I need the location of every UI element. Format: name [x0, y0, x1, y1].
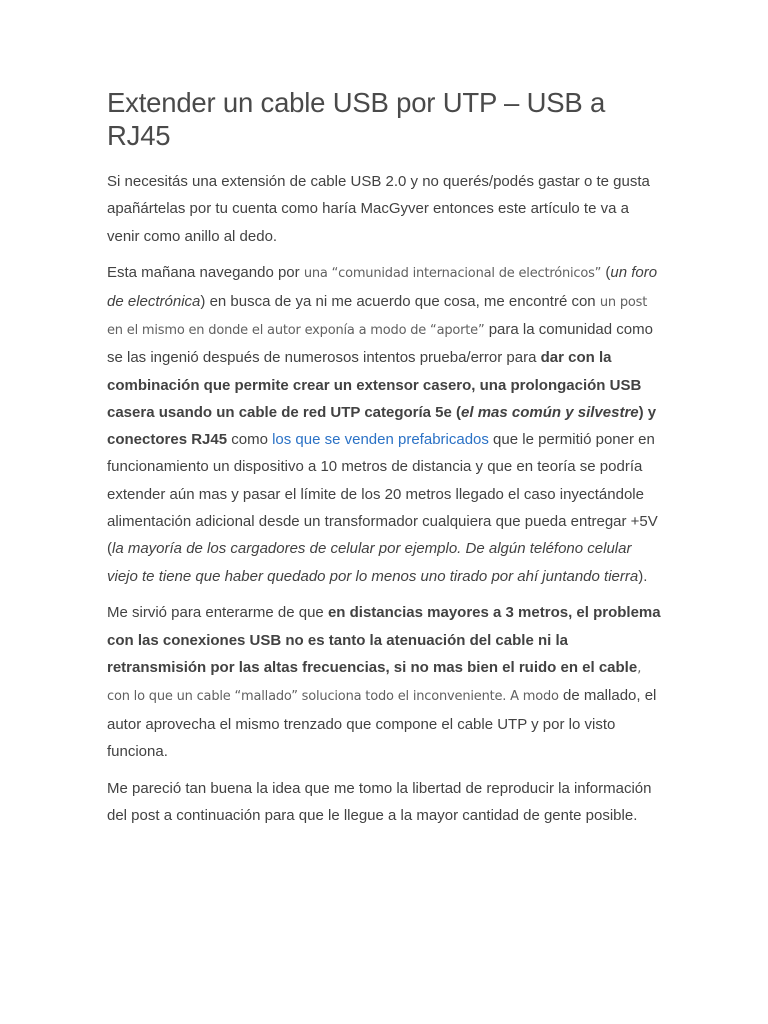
italic-text: la mayoría de los cargadores de celular por ejemplo. De algún teléfono celular viejo te tiene que haber quedado por lo menos uno tirado por ahí juntando tierra	[107, 540, 639, 585]
text-span: como	[227, 431, 273, 449]
light-text-span: , con lo que un cable “mallado” soluciona todo el inconveniente. A modo	[107, 661, 642, 705]
bold-italic-text: el mas común y silvestre	[461, 403, 639, 421]
article	[107, 86, 665, 839]
text-span: ).	[638, 567, 648, 585]
bold-text-span: ) y conectores RJ45	[107, 403, 657, 449]
text-span: que le permitió poner en funcionamiento un dispositivo a 10 metros de distancia y que en teoría se podría extender aún mas y pasar el límite de los 20 metros llegado el caso inyectándole alimentación adicional desde un transformador cualquiera que pueda entregar +5V (	[107, 431, 658, 558]
text-span: para la comunidad como se las ingenió después de numerosos intentos prueba/error para	[107, 320, 653, 367]
text-span: (	[601, 264, 611, 282]
intro-paragraph: Si necesitás una extensión de cable USB 2.0 y no querés/podés gastar o te gusta apañártelas por tu cuenta como haría MacGyver entonces este artículo te va a venir como anillo al dedo.	[107, 173, 650, 245]
page-title: Extender un cable USB por UTP – USB a RJ45	[107, 87, 606, 151]
bold-text-span: dar con la combinación que permite crear un extensor casero, una prolongación USB casera usando un cable de red UTP categoría 5e (	[107, 349, 642, 421]
text-span: Me sirvió para enterarme de que	[107, 604, 328, 622]
light-text-span: una “comunidad internacional de electrónicos”	[303, 266, 602, 282]
body-paragraph-2	[107, 599, 665, 765]
italic-text: un foro de electrónica	[107, 264, 658, 310]
body-paragraph-1	[107, 259, 665, 590]
text-span: ) en busca de ya ni me acuerdo que cosa, me encontré con	[200, 292, 600, 310]
prefab-connectors-link[interactable]: los que se venden prefabricados	[272, 431, 489, 449]
light-text-span: un post en el mismo en donde el autor exponía a modo de “aporte”	[107, 294, 648, 338]
closing-paragraph: Me pareció tan buena la idea que me tomo la libertad de reproducir la información del post a continuación para que le llegue a la mayor cantidad de gente posible.	[107, 779, 652, 825]
text-span: Esta mañana navegando por	[107, 264, 304, 282]
bold-text: en distancias mayores a 3 metros, el problema con las conexiones USB no es tanto la atenuación del cable ni la retransmisión por las altas frecuencias, si no mas bien el ruido en el cable	[107, 604, 661, 677]
text-span: de mallado, el autor aprovecha el mismo trenzado que compone el cable UTP y por lo visto funciona.	[107, 687, 657, 760]
